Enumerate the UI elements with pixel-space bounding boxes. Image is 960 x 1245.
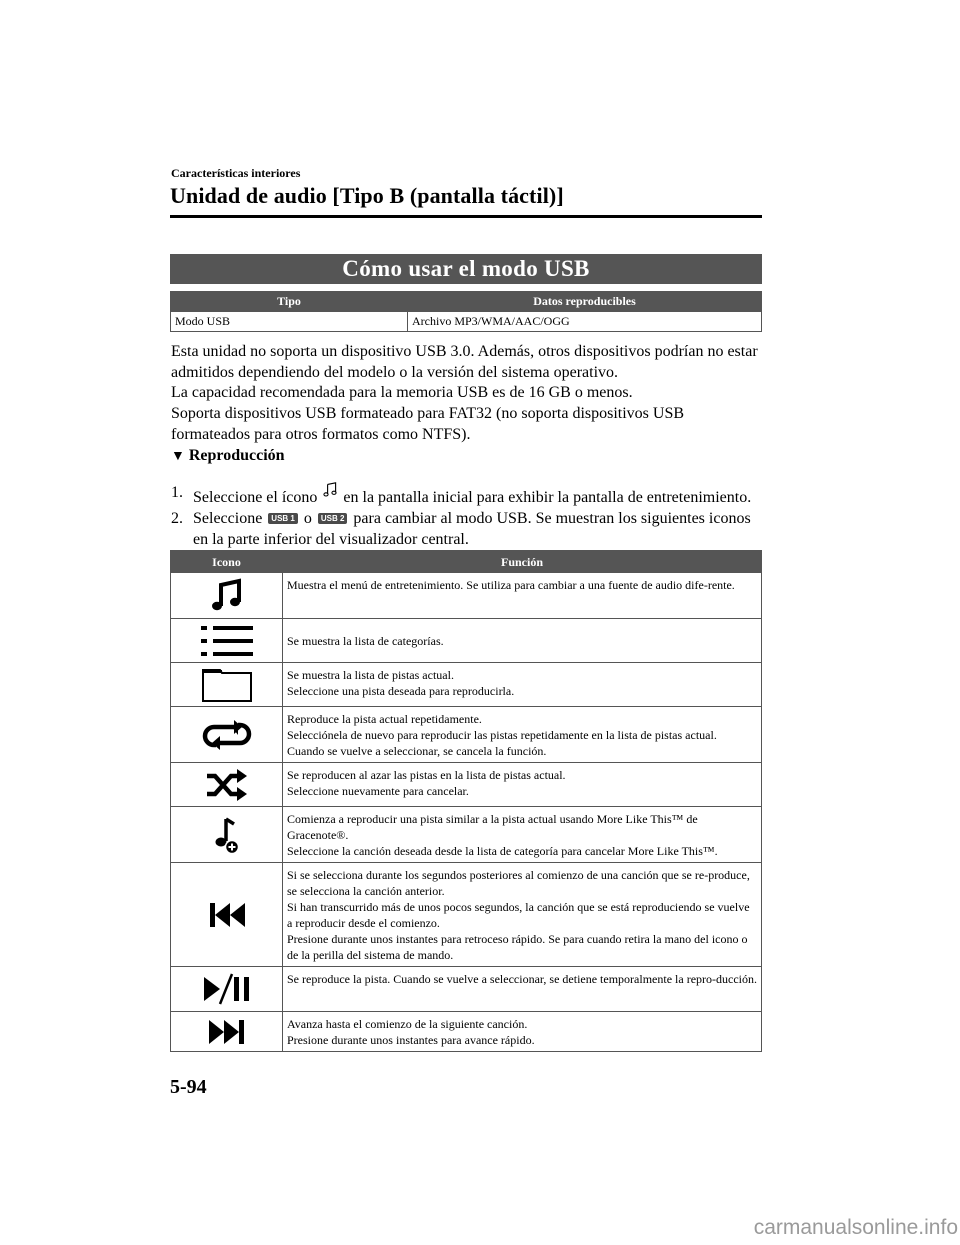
function-cell — [283, 707, 762, 763]
function-text: Si se selecciona durante los segundos posteriores al comienzo de una canción que se re-produce, se selecciona la canción anterior. — [287, 868, 750, 898]
table-row — [171, 707, 762, 763]
function-cell — [283, 807, 762, 863]
intro-text — [171, 342, 766, 446]
icon-function-table — [170, 550, 762, 1052]
table-row — [171, 573, 762, 619]
icon-cell — [171, 967, 283, 1012]
function-cell — [283, 619, 762, 663]
function-cell — [283, 1012, 762, 1052]
function-text: Seleccione nuevamente para cancelar. — [287, 784, 469, 798]
function-text: Presione durante unos instantes para avance rápido. — [287, 1033, 535, 1047]
function-text: Cuando se vuelve a seleccionar, se cancela la función. — [287, 744, 547, 758]
steps-list — [171, 482, 766, 550]
music-note-icon — [209, 578, 245, 614]
subheading — [171, 447, 285, 465]
function-text: Seleccione la canción deseada desde la lista de categoría para cancelar More Like This™. — [287, 844, 718, 858]
table-row — [171, 863, 762, 967]
intro-paragraph: Esta unidad no soporta un dispositivo USB 3.0. Además, otros dispositivos podrían no estar admitidos dependiendo del modelo o la versión del sistema operativo. — [171, 343, 758, 381]
step-item — [171, 482, 766, 508]
icon-cell — [171, 663, 283, 707]
step-item — [171, 508, 766, 550]
section-label: Características interiores — [171, 166, 301, 180]
function-text: Presione durante unos instantes para retroceso rápido. Se para cuando retira la mano del icono o de la perilla del sistema de mando. — [287, 932, 748, 962]
function-cell — [283, 573, 762, 619]
function-header: Función — [283, 551, 762, 573]
icon-header: Icono — [171, 551, 283, 573]
step-text-part: en la pantalla inicial para exhibir la pantalla de entretenimiento. — [343, 489, 752, 506]
step-text — [193, 482, 766, 508]
table-row — [171, 763, 762, 807]
triangle-down-icon: ▼ — [171, 449, 185, 464]
shuffle-icon — [205, 768, 249, 802]
usb1-button: USB 1 — [268, 513, 298, 524]
icon-cell — [171, 1012, 283, 1052]
type-header: Tipo — [171, 292, 408, 312]
function-cell — [283, 863, 762, 967]
function-text: Se muestra la lista de categorías. — [287, 634, 444, 648]
music-note-icon — [322, 482, 338, 498]
table-row — [171, 663, 762, 707]
folder-icon — [200, 667, 254, 703]
play-pause-icon — [201, 972, 253, 1006]
subheading-label: Reproducción — [188, 447, 285, 464]
table-row — [171, 1012, 762, 1052]
table-row — [171, 807, 762, 863]
function-text: Se muestra la lista de pistas actual. — [287, 668, 454, 682]
icon-cell — [171, 763, 283, 807]
step-number: 1. — [171, 484, 183, 501]
function-cell — [283, 967, 762, 1012]
type-table — [170, 291, 762, 332]
section-banner: Cómo usar el modo USB — [170, 254, 762, 284]
function-text: Avanza hasta el comienzo de la siguiente canción. — [287, 1017, 528, 1031]
title-rule — [170, 215, 762, 218]
intro-paragraph: La capacidad recomendada para la memoria USB es de 16 GB o menos. — [171, 384, 633, 402]
icon-cell — [171, 807, 283, 863]
table-row — [171, 312, 762, 332]
step-text-part: Seleccione — [193, 510, 263, 527]
data-header: Datos reproducibles — [408, 292, 762, 312]
function-text: Se reproducen al azar las pistas en la lista de pistas actual. — [287, 768, 566, 782]
function-cell — [283, 663, 762, 707]
page-number: 5-94 — [170, 1076, 207, 1098]
more-like-this-icon — [212, 815, 242, 855]
function-text: Reproduce la pista actual repetidamente. — [287, 712, 482, 726]
function-text: Comienza a reproducir una pista similar a la pista actual usando More Like This™ de Gracenote®. — [287, 812, 698, 842]
repeat-icon — [202, 717, 252, 753]
data-cell: Archivo MP3/WMA/AAC/OGG — [408, 312, 762, 332]
list-icon — [199, 623, 255, 659]
page-title: Unidad de audio [Tipo B (pantalla táctil)] — [170, 183, 564, 208]
function-text: Seleccione una pista deseada para reproducirla. — [287, 684, 515, 698]
step-text-part: para cambiar al modo USB. Se muestran los siguientes iconos en la parte inferior del visualizador central. — [193, 510, 751, 548]
type-cell: Modo USB — [171, 312, 408, 332]
step-text-part: Seleccione el ícono — [193, 489, 318, 506]
icon-cell — [171, 619, 283, 663]
icon-cell — [171, 573, 283, 619]
previous-track-icon — [207, 900, 247, 930]
icon-cell — [171, 707, 283, 763]
table-row — [171, 619, 762, 663]
function-cell — [283, 763, 762, 807]
step-number: 2. — [171, 510, 183, 527]
function-text: Se reproduce la pista. Cuando se vuelve a seleccionar, se detiene temporalmente la repro-ducción. — [287, 972, 757, 986]
function-text: Si han transcurrido más de unos pocos segundos, la canción que se está reproduciendo se vuelve a reproducir desde el comienzo. — [287, 900, 750, 930]
intro-paragraph: Soporta dispositivos USB formateado para FAT32 (no soporta dispositivos USB formateados para otros formatos como NTFS). — [171, 405, 685, 443]
usb2-button: USB 2 — [318, 513, 348, 524]
step-text-part: o — [303, 510, 312, 527]
next-track-icon — [207, 1017, 247, 1047]
function-text: Selecciónela de nuevo para reproducir las pistas repetidamente en la lista de pistas actual. — [287, 728, 717, 742]
function-text: Muestra el menú de entretenimiento. Se utiliza para cambiar a una fuente de audio dife-rente. — [287, 578, 735, 592]
step-text — [193, 508, 766, 550]
icon-cell — [171, 863, 283, 967]
watermark: carmanualsonline.info — [753, 1216, 958, 1239]
table-row — [171, 967, 762, 1012]
